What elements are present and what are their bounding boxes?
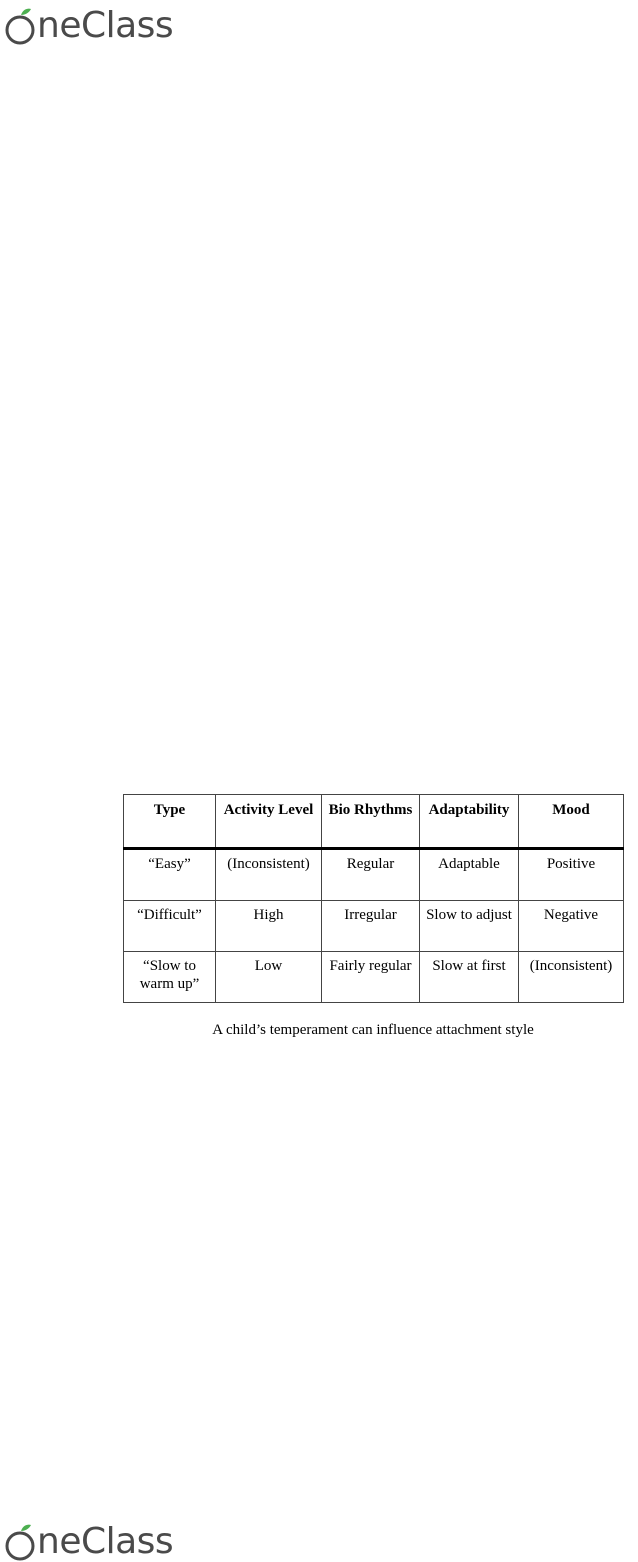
table-caption: A child’s temperament can influence attachment style [212,1022,534,1038]
table-cell: “Easy” [124,849,216,901]
header-activity-level: Activity Level [216,795,322,849]
oneclass-logo-top [4,4,173,44]
header-adaptability: Adaptability [420,795,519,849]
table-cell: Irregular [322,901,420,952]
header-type: Type [124,795,216,849]
table-cell: Low [216,952,322,1003]
table-cell: Slow to adjust [420,901,519,952]
table-cell: “Slow to warm up” [124,952,216,1003]
brand-name: neClass [37,1521,174,1562]
table-cell: High [216,901,322,952]
table-cell: Positive [519,849,624,901]
table-cell: Negative [519,901,624,952]
apple-logo-icon [4,12,36,44]
temperament-table [123,794,624,1003]
brand-name: neClass [37,5,174,46]
table-row [124,901,624,952]
table-cell: Adaptable [420,849,519,901]
table-cell: Fairly regular [322,952,420,1003]
table-cell: Slow at first [420,952,519,1003]
table-row [124,952,624,1003]
table-cell: Regular [322,849,420,901]
apple-logo-icon [4,1528,36,1560]
header-bio-rhythms: Bio Rhythms [322,795,420,849]
header-mood: Mood [519,795,624,849]
oneclass-logo-bottom [4,1520,173,1560]
table-cell: (Inconsistent) [519,952,624,1003]
table-cell: “Difficult” [124,901,216,952]
table-row [124,849,624,901]
temperament-table-container [123,794,623,1003]
table-cell: (Inconsistent) [216,849,322,901]
table-header-row [124,795,624,849]
